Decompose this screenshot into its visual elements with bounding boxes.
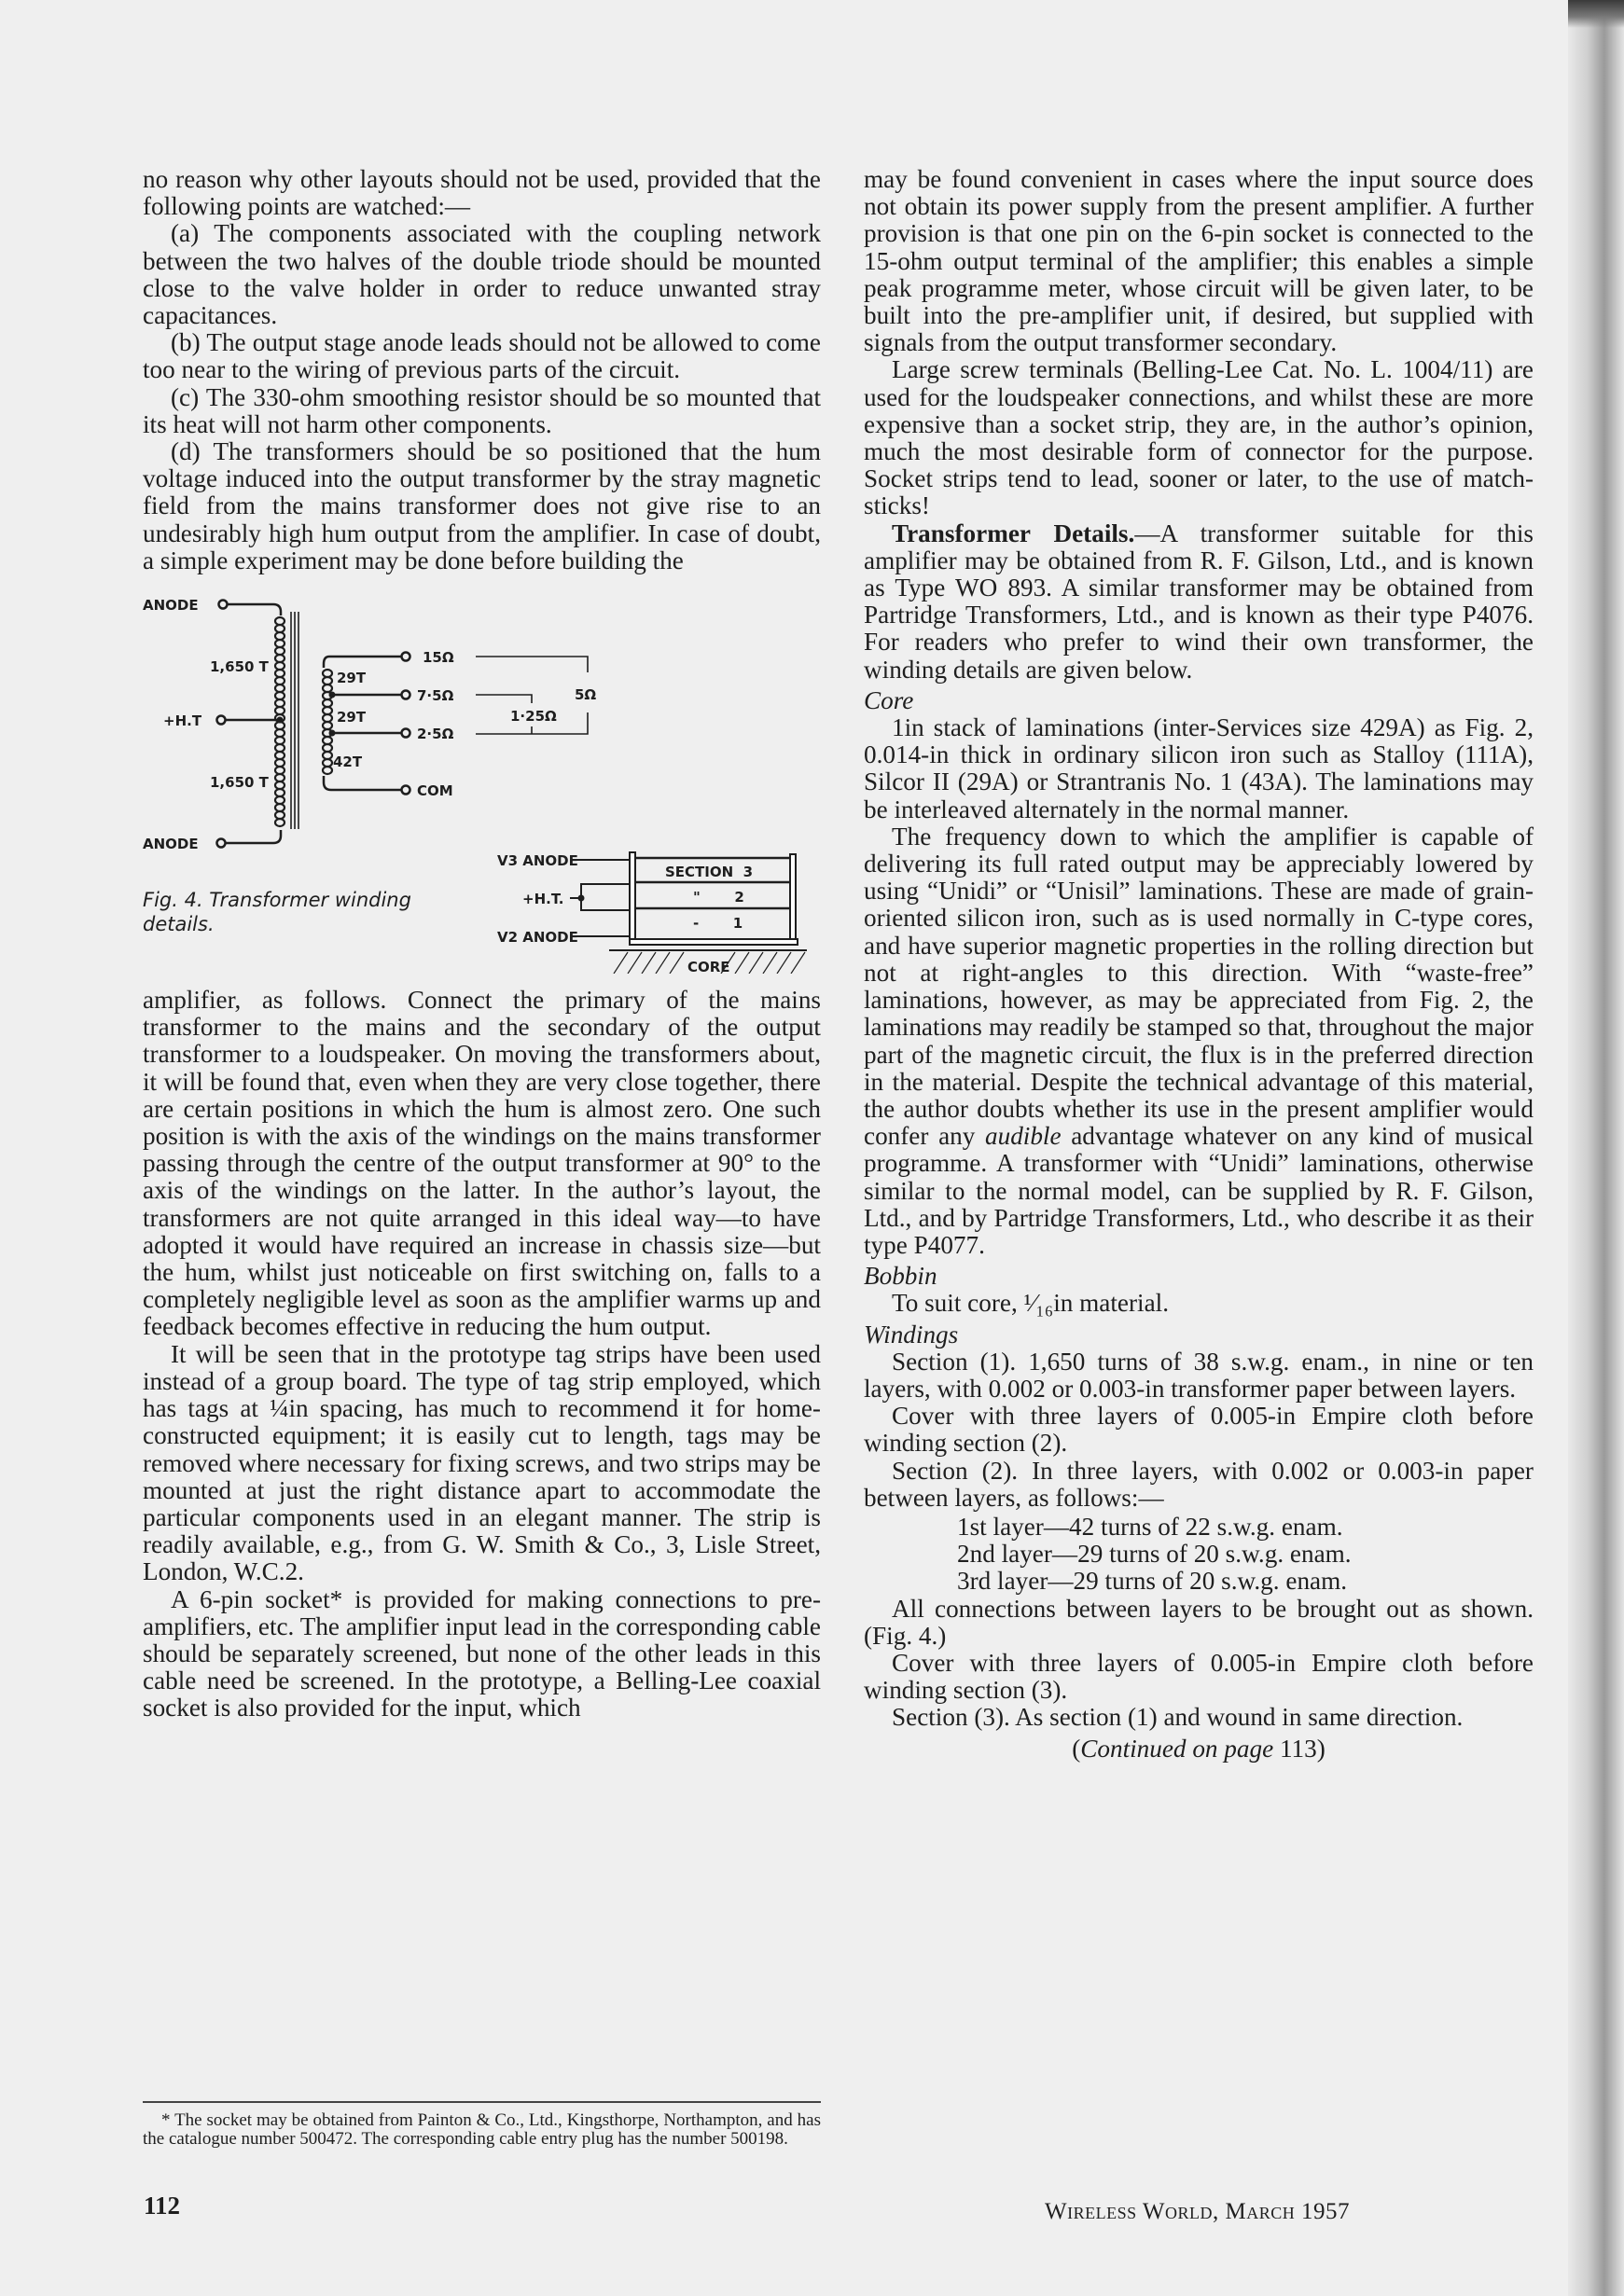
paragraph-text: —A transformer suitable for this amplifier may be obtained from R. F. Gilson, Ltd., and is known as Type WO 893. A similar transformer may be obtained from Partridge Transformers, Ltd., and is known as their type P4076. For readers who prefer to wind their own transformer, the winding details are given below. — [864, 519, 1534, 684]
paragraph: To suit core, ¹⁄₁₆in material. — [892, 1289, 1170, 1318]
lead-v2-anode: V2 ANODE — [497, 929, 578, 947]
footnote-divider — [143, 2101, 821, 2103]
label-turns-upper: 1,650 T — [210, 658, 269, 676]
tap-7-5-ohm: 7·5Ω — [417, 687, 454, 705]
paragraph-text: advantage whatever on any kind of musical programme. A transformer with “Unidi” laminations, otherwise similar to the normal model, can be supplied by R. F. Gilson, Ltd., and by Partridge Transformers, Ltd., who describe it as their type P4077. — [864, 1122, 1534, 1259]
label-5-ohm: 5Ω — [575, 686, 597, 704]
tap-2-5-ohm: 2·5Ω — [417, 726, 454, 743]
section-1-label: - 1 — [693, 915, 743, 933]
label-anode-top: ANODE — [143, 597, 199, 615]
continued-notice: (Continued on page 113) — [1072, 1734, 1326, 1763]
subheading-core: Core — [864, 685, 914, 714]
paragraph: may be found convenient in cases where the input source does not obtain its power supply from the present amplifier. A further provision is that one pin on the 6-pin socket is connected to the 15-ohm output terminal of the amplifier; this enables a simple peak programme meter, whose circuit will be given later, to be built into the pre-amplifier unit, if desired, but supplied with signals from the output transformer secondary. — [864, 165, 1534, 357]
paragraph-point-b: (b) The output stage anode leads should not be allowed to come too near to the wiring of previous parts of the circuit. — [143, 328, 821, 384]
running-footer: Wireless World, March 1957 — [1045, 2199, 1350, 2224]
emphasis-audible: audible — [985, 1122, 1062, 1151]
paragraph: A 6-pin socket* is provided for making connections to pre-amplifiers, etc. The amplifier input lead in the corresponding cable should be separately screened, but none of the other leads in this cable need be screened. In the prototype, a Belling-Lee coaxial socket is also provided for the input, which — [143, 1584, 821, 1722]
label-anode-bottom: ANODE — [143, 836, 199, 853]
paragraph-point-d: (d) The transformers should be so positioned that the hum voltage induced into the output transformer by the stray magnetic field from the mains transformer does not give rise to an undesirably high hum output from the amplifier. In case of doubt, a simple experiment may be done before building the — [143, 437, 821, 574]
tap-15-ohm: 15Ω — [423, 649, 454, 667]
label-ht: +H.T — [163, 712, 202, 730]
figure-caption: Fig. 4. Transformer winding details. — [143, 889, 411, 936]
footnote — [143, 2111, 821, 2149]
layer-list — [957, 1514, 1534, 1596]
layer-item: 2nd layer—29 turns of 20 s.w.g. enam. — [957, 1540, 1352, 1569]
paragraph: Section (2). In three layers, with 0.002 or 0.003-in paper between layers, as follows:— — [864, 1456, 1534, 1512]
layer-item: 1st layer—42 turns of 22 s.w.g. enam. — [957, 1512, 1343, 1541]
continued-text: Continued on page — [1080, 1734, 1274, 1763]
subheading-windings: Windings — [864, 1320, 959, 1349]
section-heading-transformer-details: Transformer Details. — [892, 519, 1135, 547]
paragraph: no reason why other layouts should not be used, provided that the following points are watched:— — [143, 165, 821, 221]
paragraph-unidi — [864, 823, 1534, 1259]
paragraph: amplifier, as follows. Connect the primary of the mains transformer to the mains and the secondary of the output transformer to a loudspeaker. On moving the transformers about, it will be found that, even when they are very close together, there are certain positions in which the hum is almost zero. One such position is with the axis of the windings on the mains transformer passing through the centre of the output transformer at 90° to the axis of the windings on the latter. In the author’s layout, the transformers are not quite arranged in this ideal way—to have adopted it would have required an increase in chassis size—but the hum, whilst just noticeable on first switching on, falls to a completely negligible level as soon as the amplifier warms up and feedback becomes effective in reducing the hum output. — [143, 986, 821, 1341]
subheading-bobbin: Bobbin — [864, 1262, 937, 1291]
label-1-25-ohm: 1·25Ω — [510, 708, 557, 726]
page-number: 112 — [144, 2192, 181, 2220]
layer-item: 3rd layer—29 turns of 20 s.w.g. enam. — [957, 1567, 1348, 1596]
figure-4 — [143, 582, 821, 974]
paragraph: 1in stack of laminations (inter-Services size 429A) as Fig. 2, 0.014-in thick in ordinary silicon iron such as Stalloy (111A), Silcor II (29A) or Strantranis No. 1 (43A). The laminations may be interleaved alternately in the normal manner. — [864, 713, 1534, 823]
label-turns-42: 42T — [333, 754, 363, 771]
label-turns-29-a: 29T — [337, 670, 367, 687]
tap-com: COM — [417, 782, 453, 800]
right-column — [864, 166, 1534, 1763]
paragraph-point-a: (a) The components associated with the coupling network between the two halves of the double triode should be mounted close to the valve holder in order to reduce unwanted stray capacitances. — [143, 219, 821, 330]
paragraph: It will be seen that in the prototype tag strips have been used instead of a group board. The type of tag strip employed, which has tags at ¼in spacing, has much to recommend it for home-constructed equipment; it is easily cut to length, tags may be removed where necessary for fixing screws, and two strips may be mounted at just the right distance apart to accommodate the particular components used in an elegant manner. The strip is readily available, e.g., from G. W. Smith & Co., 3, Lisle Street, London, W.C.2. — [143, 1339, 821, 1586]
paragraph-point-c: (c) The 330-ohm smoothing resistor should be so mounted that its heat will not harm other components. — [143, 382, 821, 438]
paragraph: Cover with three layers of 0.005-in Empire cloth before winding section (3). — [864, 1648, 1534, 1705]
lead-ht: +H.T. — [522, 891, 564, 908]
paragraph: Large screw terminals (Belling-Lee Cat. No. L. 1004/11) are used for the loudspeaker connections, and whilst these are more expensive than a socket strip, they are, in the author’s opinion, much the most desirable form of connector for the purpose. Socket strips tend to lead, sooner or later, to the use of match-sticks! — [864, 355, 1534, 520]
continued-page-number: 113 — [1279, 1734, 1317, 1763]
page-corner-shadow — [1568, 0, 1624, 28]
paragraph-text: The frequency down to which the amplifier is capable of delivering its full rated output may be appreciably lowered by using “Unidi” or “Unisil” laminations. These are made of grain-oriented silicon iron, such as is used normally in C-type cores, and have superior magnetic properties in the rolling direction but not at right-angles to this direction. With “waste-free” laminations, however, as may be appreciated from Fig. 2, the laminations may readily be stamped so that, throughout the major part of the magnetic circuit, the flux is in the preferred direction in the material. Despite the technical advantage of this material, the author doubts whether its use in the present amplifier would confer any — [864, 822, 1534, 1151]
left-column — [143, 166, 821, 1722]
paragraph-transformer-details — [864, 520, 1534, 684]
core-label: CORE — [687, 959, 730, 975]
paragraph: Section (3). As section (1) and wound in same direction. — [892, 1703, 1464, 1732]
paragraph: Cover with three layers of 0.005-in Empire cloth before winding section (2). — [864, 1402, 1534, 1458]
paragraph: All connections between layers to be brought out as shown. (Fig. 4.) — [864, 1594, 1534, 1650]
label-turns-29-b: 29T — [337, 709, 367, 726]
section-2-label: " 2 — [693, 889, 744, 906]
paragraph: Section (1). 1,650 turns of 38 s.w.g. enam., in nine or ten layers, with 0.002 or 0.003-in transformer paper between layers. — [864, 1347, 1534, 1403]
page-binding-shadow — [1568, 0, 1624, 2296]
lead-v3-anode: V3 ANODE — [497, 852, 578, 870]
footnote-text: * The socket may be obtained from Painton & Co., Ltd., Kingsthorpe, Northampton, and has the catalogue number 500472. The corresponding cable entry plug has the number 500198. — [143, 2110, 821, 2149]
section-3-label: SECTION 3 — [665, 864, 754, 881]
label-turns-lower: 1,650 T — [210, 774, 269, 792]
